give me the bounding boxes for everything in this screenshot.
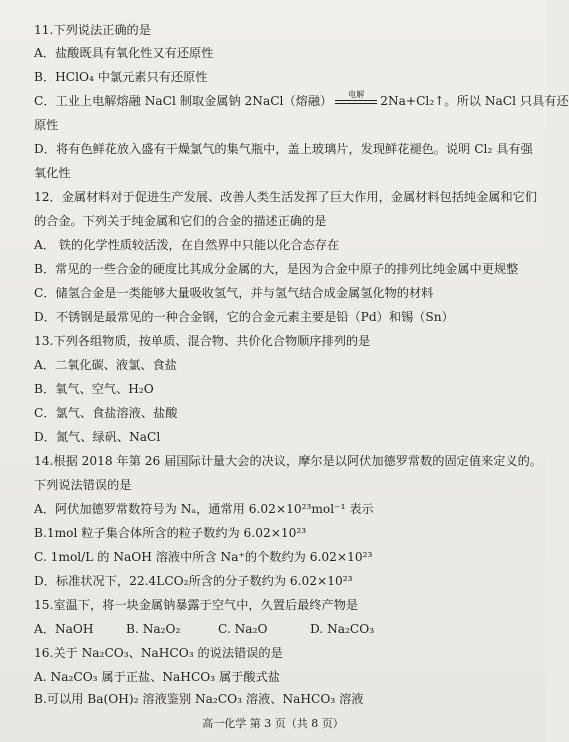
q12-option-d: D．不锈钢是最常见的一种合金钢，它的合金元素主要是铅（Pd）和锡（Sn） — [34, 310, 454, 324]
q11-option-c-cont: 原性 — [34, 118, 59, 132]
q12-option-c: C．储氢合金是一类能够大量吸收氢气，并与氢气结合成金属氢化物的材料 — [34, 286, 434, 300]
question-14-stem: 14.根据 2018 年第 26 届国际计量大会的决议，摩尔是以阿伏加德罗常数的固定值来定义的。 — [34, 454, 542, 468]
q11-option-d-cont: 氧化性 — [34, 166, 71, 180]
q11-option-d: D．将有色鲜花放入盛有干燥氯气的集气瓶中，盖上玻璃片，发现鲜花褪色。说明 Cl₂ 具有强 — [34, 142, 533, 156]
q14-option-c: C. 1mol/L 的 NaOH 溶液中所含 Na⁺的个数约为 6.02×10²³ — [34, 550, 373, 564]
q13-option-a: A．二氧化碳、液氯、食盐 — [34, 358, 177, 372]
q13-option-c: C．氯气、食盐溶液、盐酸 — [34, 406, 178, 420]
q12-option-a: A． 铁的化学性质较活泼，在自然界中只能以化合态存在 — [34, 238, 340, 252]
q11-option-a: A．盐酸既具有氧化性又有还原性 — [34, 46, 214, 60]
question-16-stem: 16.关于 Na₂CO₃、NaHCO₃ 的说法错误的是 — [34, 646, 283, 660]
page-footer: 高一化学 第 3 页（共 8 页） — [202, 717, 344, 730]
q12-option-b: B．常见的一些合金的硬度比其成分金属的大，是因为合金中原子的排列比纯金属中更规整 — [34, 262, 519, 276]
q13-option-d: D．氮气、绿矾、NaCl — [34, 430, 161, 444]
q11-option-c: C．工业上电解熔融 NaCl 制取金属钠 2NaCl（熔融） 电解 2Na+Cl₂↑。所以 NaCl 只具有还 — [34, 89, 569, 108]
question-11-stem: 11.下列说法正确的是 — [34, 23, 151, 37]
q11-option-b: B．HClO₄ 中氯元素只有还原性 — [34, 70, 208, 84]
electrolysis-arrow: 电解 — [335, 97, 377, 107]
q14-option-d: D．标准状况下，22.4LCO₂所含的分子数约为 6.02×10²³ — [34, 574, 353, 588]
question-12-stem: 12．金属材料对于促进生产发展、改善人类生活发挥了巨大作用，金属材料包括纯金属和它们 — [34, 190, 538, 204]
q16-option-b: B.可以用 Ba(OH)₂ 溶液鉴别 Na₂CO₃ 溶液、NaHCO₃ 溶液 — [34, 692, 364, 706]
q15-option-d: D. Na₂CO₃ — [310, 622, 375, 636]
q15-options — [34, 621, 528, 637]
q16-option-a: A. Na₂CO₃ 属于正盐、NaHCO₃ 属于酸式盐 — [34, 670, 280, 684]
q14-option-b: B.1mol 粒子集合体所含的粒子数约为 6.02×10²³ — [34, 526, 307, 540]
q15-option-c: C. Na₂O — [218, 622, 268, 636]
q14-option-a: A．阿伏加德罗常数符号为 Nₐ，通常用 6.02×10²³mol⁻¹ 表示 — [34, 502, 374, 516]
q15-option-a: A．NaOH — [34, 622, 94, 636]
question-13-stem: 13.下列各组物质，按单质、混合物、共价化合物顺序排列的是 — [34, 334, 371, 348]
q13-option-b: B．氧气、空气、H₂O — [34, 382, 154, 396]
q15-option-b: B. Na₂O₂ — [126, 622, 181, 636]
question-12-stem-cont: 的合金。下列关于纯金属和它们的合金的描述正确的是 — [34, 214, 327, 228]
question-15-stem: 15.室温下，将一块金属钠暴露于空气中，久置后最终产物是 — [34, 598, 359, 612]
question-14-stem-cont: 下列说法错误的是 — [34, 478, 132, 492]
